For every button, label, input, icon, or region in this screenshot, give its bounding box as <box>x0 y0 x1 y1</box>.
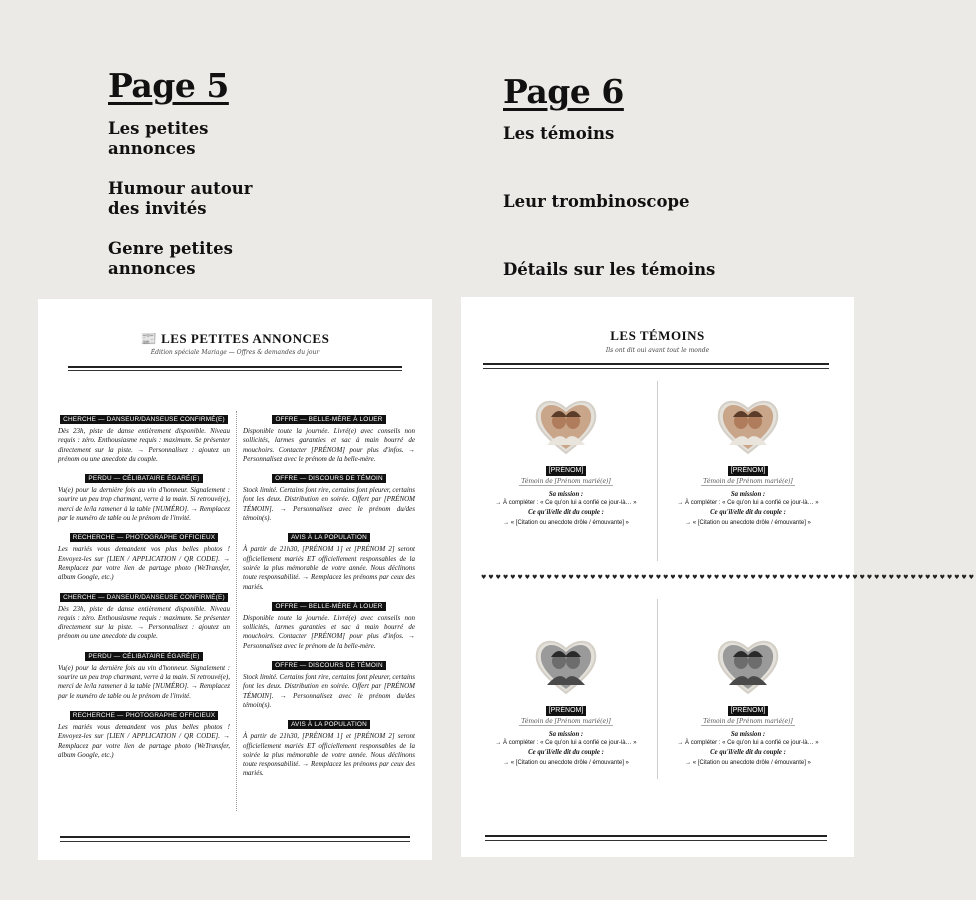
annonce-tag: OFFRE — BELLE-MÈRE À LOUER <box>272 602 385 611</box>
heart-photo-icon <box>533 635 599 697</box>
top-rule-thin <box>68 370 402 371</box>
mission-label: Sa mission : <box>548 731 584 738</box>
annonce-text: À partir de 21h30, [PRÉNOM 1] et [PRÉNOM 2] seront officiellement mariés ET officiellement responsables de la soirée la plus mémorable de votre année. Nous déclinons toute responsabilité. → Remplacez les prénoms par ceux des mariés. <box>243 545 415 591</box>
temoin-name: [PRÉNOM] <box>546 706 587 716</box>
temoin-card <box>663 635 833 768</box>
annonces-left-column <box>58 415 230 770</box>
page6-topic-2: Leur trombinoscope <box>503 192 690 211</box>
temoin-role: Témoin de [Prénom marié(e)] <box>521 478 611 485</box>
temoin-card <box>481 395 651 528</box>
annonce-text: Stock limité. Certains font rire, certains font pleurer, certains font les deux. Distribution en soirée. Offert par [PRÉNOM TÉMOIN]. → Personnalisez avec le prénom du/des témoin(s). <box>243 486 415 523</box>
annonce-item <box>58 652 230 701</box>
annonce-item <box>243 720 415 778</box>
temoin-name: [PRÉNOM] <box>546 466 587 476</box>
annonce-tag: OFFRE — DISCOURS DE TÉMOIN <box>272 474 386 483</box>
quote-line: → « [Citation ou anecdote drôle / émouvante] » <box>685 760 811 766</box>
temoin-role: Témoin de [Prénom marié(e)] <box>703 478 793 485</box>
annonce-item <box>58 415 230 464</box>
petites-annonces-title: 📰 LES PETITES ANNONCES <box>140 331 330 346</box>
bottom-rule <box>60 836 410 838</box>
annonce-tag: RECHERCHE — PHOTOGRAPHE OFFICIEUX <box>70 711 218 720</box>
annonce-item <box>58 474 230 523</box>
mission-label: Sa mission : <box>730 731 766 738</box>
temoin-role: Témoin de [Prénom marié(e)] <box>521 718 611 725</box>
temoin-card <box>481 635 651 768</box>
annonce-tag: OFFRE — DISCOURS DE TÉMOIN <box>272 661 386 670</box>
annonce-text: Vu(e) pour la dernière fois au vin d'honneur. Signalement : sourire un peu trop charmant, verre à la main. Si retrouvé(e), merci de le/la ramener à la table [NUMÉRO]. → Remplacez par le numéro de table ou le prénom de l'invité. <box>58 486 230 523</box>
bottom-rule-thin <box>485 840 827 841</box>
mission-line: → À compléter : « Ce qu'on lui a confié ce jour-là… » <box>495 500 637 506</box>
quote-label: Ce qu'il/elle dit du couple : <box>710 509 786 516</box>
page5-label: Page 5 <box>108 66 229 105</box>
page6-topic-1: Les témoins <box>503 124 615 143</box>
heart-photo-frame <box>533 395 599 457</box>
annonce-text: Dès 23h, piste de danse entièrement disponible. Niveau requis : zéro. Enthousiasme requis : maximum. Se présenter directement sur la piste. → Personnalisez : ajoutez un prénom ou une anecdote du couple. <box>58 427 230 463</box>
top-rule <box>483 363 829 365</box>
page6-label: Page 6 <box>503 72 624 111</box>
heart-photo-frame <box>715 395 781 457</box>
page5-topic-1: Les petites annonces <box>108 119 209 158</box>
annonce-tag: AVIS À LA POPULATION <box>288 720 370 729</box>
annonces-right-column <box>243 415 415 789</box>
heart-photo-icon <box>533 395 599 457</box>
bottom-rule <box>485 835 827 837</box>
quote-label: Ce qu'il/elle dit du couple : <box>528 749 604 756</box>
annonce-tag: CHERCHE — DANSEUR/DANSEUSE CONFIRMÉ(E) <box>60 593 228 602</box>
annonce-tag: RECHERCHE — PHOTOGRAPHE OFFICIEUX <box>70 533 218 542</box>
annonce-item <box>243 661 415 710</box>
mission-label: Sa mission : <box>730 491 766 498</box>
heart-photo-icon <box>715 395 781 457</box>
annonce-item <box>243 533 415 591</box>
quote-line: → « [Citation ou anecdote drôle / émouvante] » <box>503 520 629 526</box>
quote-line: → « [Citation ou anecdote drôle / émouvante] » <box>503 760 629 766</box>
annonce-tag: OFFRE — BELLE-MÈRE À LOUER <box>272 415 385 424</box>
mission-line: → À compléter : « Ce qu'on lui a confié ce jour-là… » <box>495 740 637 746</box>
petites-annonces-subtitle: Édition spéciale Mariage — Offres & demandes du jour <box>150 349 320 356</box>
annonce-text: Les mariés vous demandent vos plus belles photos ! Envoyez-les sur [LIEN / APPLICATION / QR CODE]. → Remplacez par votre lien de partage photo (WeTransfer, album Google, etc.) <box>58 722 230 759</box>
petites-annonces-sheet <box>38 299 432 860</box>
column-divider <box>236 411 237 811</box>
temoin-name: [PRÉNOM] <box>728 466 769 476</box>
heart-photo-frame <box>715 635 781 697</box>
heart-photo-icon <box>715 635 781 697</box>
temoin-role: Témoin de [Prénom marié(e)] <box>703 718 793 725</box>
top-rule <box>68 366 402 368</box>
page5-topic-3: Genre petites annonces <box>108 239 233 278</box>
annonce-text: Vu(e) pour la dernière fois au vin d'honneur. Signalement : sourire un peu trop charmant, verre à la main. Si retrouvé(e), merci de le/la ramener à la table [NUMÉRO]. → Remplacez par le numéro de table ou le prénom de l'invité. <box>58 663 230 700</box>
mission-line: → À compléter : « Ce qu'on lui a confié ce jour-là… » <box>677 500 819 506</box>
temoins-title: LES TÉMOINS <box>610 328 705 343</box>
grid-divider-top <box>657 381 658 561</box>
page6-topic-3: Détails sur les témoins <box>503 260 716 279</box>
grid-divider-bottom <box>657 599 658 779</box>
mission-label: Sa mission : <box>548 491 584 498</box>
quote-line: → « [Citation ou anecdote drôle / émouvante] » <box>685 520 811 526</box>
annonce-tag: AVIS À LA POPULATION <box>288 533 370 542</box>
annonce-item <box>58 711 230 760</box>
temoin-card <box>663 395 833 528</box>
annonce-text: À partir de 21h30, [PRÉNOM 1] et [PRÉNOM 2] seront officiellement mariés ET officiellement responsables de la soirée la plus mémorable de votre année. Nous déclinons toute responsabilité. → Remplacez les prénoms par ceux des mariés. <box>243 732 415 778</box>
quote-label: Ce qu'il/elle dit du couple : <box>528 509 604 516</box>
page5-header <box>108 66 308 286</box>
heart-photo-frame <box>533 635 599 697</box>
annonce-item <box>243 474 415 523</box>
annonce-text: Stock limité. Certains font rire, certains font pleurer, certains font les deux. Distribution en soirée. Offert par [PRÉNOM TÉMOIN]. → Personnalisez avec le prénom du/des témoin(s). <box>243 673 415 709</box>
annonce-text: Disponible toute la journée. Livré(e) avec conseils non sollicités, larmes garanties et sac à main bourré de mouchoirs. Contacter [PRÉNOM] pour plus d'infos. → Personnalisez avec le prénom de la belle-mère. <box>243 613 415 650</box>
annonce-item <box>243 602 415 651</box>
mission-line: → À compléter : « Ce qu'on lui a confié ce jour-là… » <box>677 740 819 746</box>
annonce-text: Les mariés vous demandent vos plus belles photos ! Envoyez-les sur [LIEN / APPLICATION / QR CODE]. → Remplacez par votre lien de partage photo (WeTransfer, album Google, etc.) <box>58 545 230 582</box>
temoins-subtitle: Ils ont dit oui avant tout le monde <box>605 347 710 354</box>
annonce-item <box>243 415 415 464</box>
annonce-item <box>58 533 230 582</box>
dotted-heart-separator: ♥♥♥♥♥♥♥♥♥♥♥♥♥♥♥♥♥♥♥♥♥♥♥♥♥♥♥♥♥♥♥♥♥♥♥♥♥♥♥♥♥♥♥♥♥♥♥♥♥♥♥♥♥♥♥♥♥♥♥♥♥♥♥♥♥♥♥♥ <box>481 574 976 581</box>
annonce-text: Dès 23h, piste de danse entièrement disponible. Niveau requis : zéro. Enthousiasme requis : maximum. Se présenter directement sur la piste. → Personnalisez : ajoutez un prénom ou une anecdote du couple. <box>58 604 230 641</box>
temoins-sheet <box>461 297 976 857</box>
annonce-tag: PERDU — CÉLIBATAIRE ÉGARÉ(E) <box>85 474 202 483</box>
annonce-tag: PERDU — CÉLIBATAIRE ÉGARÉ(E) <box>85 652 202 661</box>
annonce-tag: CHERCHE — DANSEUR/DANSEUSE CONFIRMÉ(E) <box>60 415 228 424</box>
annonce-text: Disponible toute la journée. Livré(e) avec conseils non sollicités, larmes garanties et sac à main bourré de mouchoirs. Contacter [PRÉNOM] pour plus d'infos. → Personnalisez avec le prénom de la belle-mère. <box>243 427 415 463</box>
page5-topic-2: Humour autour des invités <box>108 179 253 218</box>
quote-label: Ce qu'il/elle dit du couple : <box>710 749 786 756</box>
top-rule-thin <box>483 368 829 369</box>
page6-header <box>503 72 803 292</box>
temoin-name: [PRÉNOM] <box>728 706 769 716</box>
bottom-rule-thin <box>60 841 410 842</box>
annonce-item <box>58 593 230 642</box>
